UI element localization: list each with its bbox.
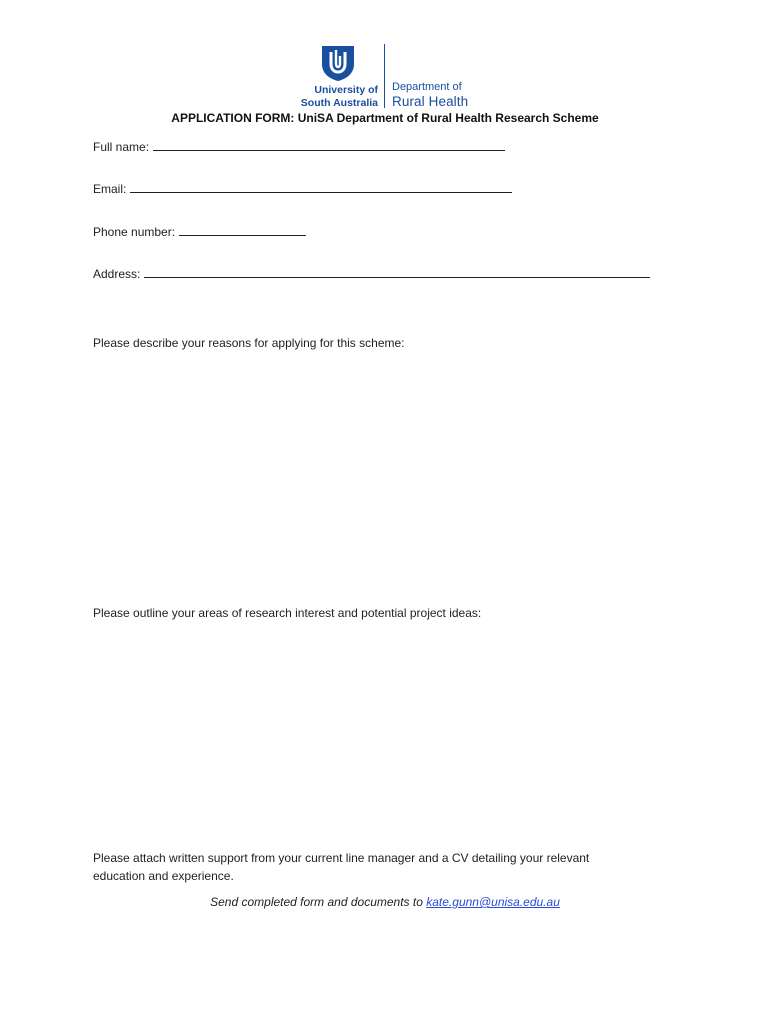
address-field: [93, 266, 650, 281]
full-name-label: Full name:: [93, 140, 150, 154]
contact-email-link[interactable]: kate.gunn@unisa.edu.au: [426, 895, 560, 909]
attach-instructions-line2: education and experience.: [93, 869, 234, 883]
full-name-field: [93, 139, 505, 154]
university-name-line1: University of: [314, 84, 378, 96]
attach-instructions-line1: Please attach written support from your current line manager and a CV detailing your relevant: [93, 851, 590, 865]
phone-input-line[interactable]: [179, 224, 306, 236]
address-label: Address:: [93, 267, 141, 281]
full-name-input-line[interactable]: [153, 139, 505, 151]
department-name: Rural Health: [392, 94, 469, 109]
reasons-prompt: Please describe your reasons for applying for this scheme:: [93, 336, 405, 350]
email-field: [93, 181, 512, 196]
address-input-line[interactable]: [144, 266, 650, 278]
research-prompt: Please outline your areas of research interest and potential project ideas:: [93, 606, 482, 620]
form-title: APPLICATION FORM: UniSA Department of Rural Health Research Scheme: [171, 111, 599, 125]
department-label: Department of: [392, 81, 462, 93]
unisa-shield-icon: [320, 44, 356, 82]
send-instructions: [0, 895, 770, 909]
phone-field: [93, 224, 306, 239]
logo-divider: [384, 44, 385, 108]
university-name-line2: South Australia: [300, 97, 378, 109]
phone-label: Phone number:: [93, 225, 176, 239]
email-input-line[interactable]: [130, 181, 512, 193]
unisa-logo: [298, 44, 473, 110]
attach-instructions: [93, 849, 589, 885]
university-name: [298, 84, 378, 110]
email-label: Email:: [93, 182, 127, 196]
send-text: Send completed form and documents to: [210, 895, 423, 909]
